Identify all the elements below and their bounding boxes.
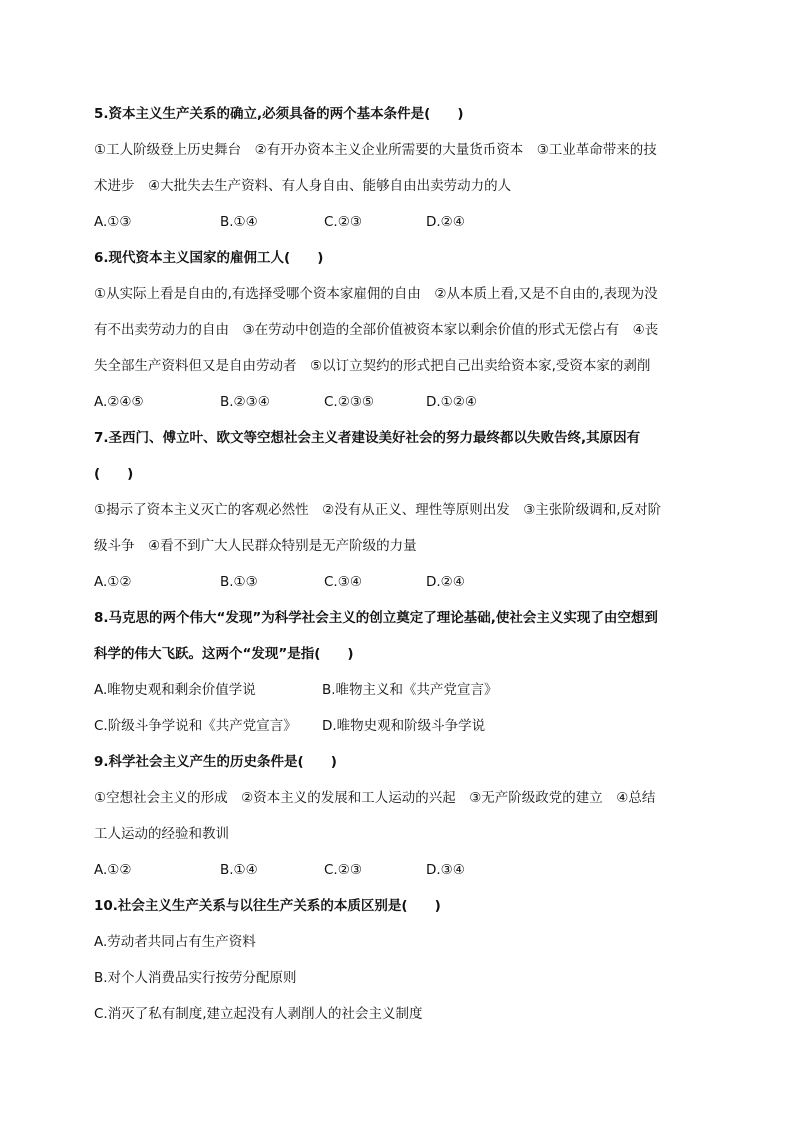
question-5-stem: 5.资本主义生产关系的确立,必须具备的两个基本条件是( ) [94,106,464,122]
question-6-stem: 6.现代资本主义国家的雇佣工人( ) [94,250,324,266]
option-a: A.①② [94,574,132,590]
question-7-stem: 7.圣西门、傅立叶、欧文等空想社会主义者建设美好社会的努力最终都以失败告终,其原因有 [94,430,641,446]
option-d: D.②④ [426,214,465,230]
question-9-stem: 9.科学社会主义产生的历史条件是( ) [94,754,337,770]
option-d: D.②④ [426,574,465,590]
option-b: B.对个人消费品实行按劳分配原则 [94,970,297,986]
question-7-stem-continued: ( ) [94,466,134,482]
question-6-item-line: ①从实际上看是自由的,有选择受哪个资本家雇佣的自由 ②从本质上看,又是不自由的,表现为没 [94,286,658,302]
option-d: D.①②④ [426,394,477,410]
option-c: C.消灭了私有制度,建立起没有人剥削人的社会主义制度 [94,1006,423,1022]
question-6-item-line: 失全部生产资料但又是自由劳动者 ⑤以订立契约的形式把自己出卖给资本家,受资本家的剥削 [94,358,651,374]
question-5-item-line: ①工人阶级登上历史舞台 ②有开办资本主义企业所需要的大量货币资本 ③工业革命带来的技 [94,142,657,158]
option-a: A.唯物史观和剩余价值学说 [94,682,256,698]
question-9-item-line: ①空想社会主义的形成 ②资本主义的发展和工人运动的兴起 ③无产阶级政党的建立 ④总结 [94,790,656,806]
option-d: D.③④ [426,862,465,878]
question-6-item-line: 有不出卖劳动力的自由 ③在劳动中创造的全部价值被资本家以剩余价值的形式无偿占有 ④丧 [94,322,659,338]
question-5-item-line: 术进步 ④大批失去生产资料、有人身自由、能够自由出卖劳动力的人 [94,178,512,194]
option-b: B.①③ [220,574,258,590]
question-7-item-line: ①揭示了资本主义灭亡的客观必然性 ②没有从正义、理性等原则出发 ③主张阶级调和,反对阶 [94,502,662,518]
option-a: A.②④⑤ [94,394,144,410]
option-a: A.劳动者共同占有生产资料 [94,934,256,950]
question-10-stem: 10.社会主义生产关系与以往生产关系的本质区别是( ) [94,898,441,914]
option-a: A.①③ [94,214,132,230]
option-c: C.②③⑤ [324,394,375,410]
question-7-item-line: 级斗争 ④看不到广大人民群众特别是无产阶级的力量 [94,538,417,554]
option-a: A.①② [94,862,132,878]
option-d: D.唯物史观和阶级斗争学说 [322,718,486,734]
option-b: B.唯物主义和《共产党宣言》 [322,682,498,698]
question-9-item-line: 工人运动的经验和教训 [94,826,229,842]
question-8-stem-continued: 科学的伟大飞跃。这两个“发现”是指( ) [94,646,354,662]
option-c: C.②③ [324,214,362,230]
option-c: C.②③ [324,862,362,878]
question-8-stem: 8.马克思的两个伟大“发现”为科学社会主义的创立奠定了理论基础,使社会主义实现了由空想到 [94,610,658,626]
option-c: C.阶级斗争学说和《共产党宣言》 [94,718,297,734]
option-b: B.①④ [220,862,258,878]
option-c: C.③④ [324,574,362,590]
option-b: B.②③④ [220,394,270,410]
option-b: B.①④ [220,214,258,230]
